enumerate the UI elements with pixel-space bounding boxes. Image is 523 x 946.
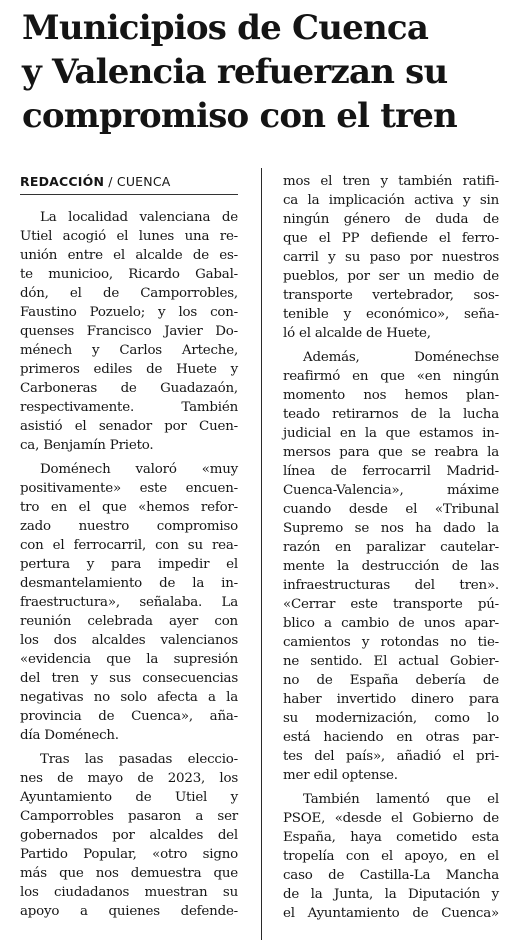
text-line: ne sentido. El actual Gobier- bbox=[283, 654, 499, 669]
text-line: Carboneras de Guadazaón, bbox=[20, 381, 238, 396]
text-line: mos el tren y también ratifi- bbox=[283, 174, 499, 189]
text-line: mersos para que se reabra la bbox=[283, 445, 499, 460]
headline-line-3: compromiso con el tren bbox=[22, 96, 457, 136]
headline bbox=[22, 6, 517, 138]
text-line: positivamente» este encuen- bbox=[20, 481, 238, 496]
byline bbox=[20, 172, 238, 195]
text-line: Además, Doménechse bbox=[303, 350, 499, 365]
text-line: del tren y sus consecuencias bbox=[20, 671, 238, 686]
paragraph bbox=[283, 348, 499, 785]
text-line: nes de mayo de 2023, los bbox=[20, 771, 238, 786]
text-line: La localidad valenciana de bbox=[40, 210, 238, 225]
text-line: ló el alcalde de Huete, bbox=[283, 326, 431, 341]
text-line: gobernados por alcaldes del bbox=[20, 828, 238, 843]
text-line: provincia de Cuenca», aña- bbox=[20, 709, 238, 724]
text-line: más que nos demuestra que bbox=[20, 866, 238, 881]
text-line: de la Junta, la Diputación y bbox=[283, 887, 499, 902]
text-line: haber invertido dinero para bbox=[283, 692, 499, 707]
text-line: unión entre el alcalde de es- bbox=[20, 248, 238, 263]
text-line: asistió el senador por Cuen- bbox=[20, 419, 238, 434]
headline-line-2: y Valencia refuerzan su bbox=[22, 52, 448, 92]
text-line: transporte vertebrador, sos- bbox=[283, 288, 499, 303]
text-line: no de España debería de bbox=[283, 673, 499, 688]
text-line: caso de Castilla-La Mancha bbox=[283, 868, 499, 883]
text-line: fraestructura», señalaba. La bbox=[20, 595, 238, 610]
text-line: blico a cambio de unos apar- bbox=[283, 616, 499, 631]
text-line: «evidencia que la supresión bbox=[20, 652, 238, 667]
text-line: Utiel acogió el lunes una re- bbox=[20, 229, 238, 244]
byline-author: REDACCIÓN bbox=[20, 174, 105, 189]
text-line: Camporrobles pasaron a ser bbox=[20, 809, 238, 824]
text-line: tenible y económico», seña- bbox=[283, 307, 499, 322]
text-line: judicial en la que estamos in- bbox=[283, 426, 499, 441]
paragraph bbox=[20, 750, 238, 921]
text-line: Cuenca-Valencia», máxime bbox=[283, 483, 499, 498]
text-line: razón en paralizar cautelar- bbox=[283, 540, 499, 555]
text-line: teado retirarnos de la lucha bbox=[283, 407, 499, 422]
text-line: Tras las pasadas eleccio- bbox=[40, 752, 238, 767]
text-line: ménech y Carlos Arteche, bbox=[20, 343, 238, 358]
text-line: dón, el de Camporrobles, bbox=[20, 286, 238, 301]
text-line: el Ayuntamiento de Cuenca» bbox=[283, 906, 499, 921]
text-line: tes del país», añadió el pri- bbox=[283, 749, 499, 764]
text-line: Doménech valoró «muy bbox=[40, 462, 238, 477]
text-line: te municioo, Ricardo Gabal- bbox=[20, 267, 238, 282]
paragraph-continued bbox=[283, 172, 499, 343]
text-line: los dos alcaldes valencianos bbox=[20, 633, 238, 648]
text-line: PSOE, «desde el Gobierno de bbox=[283, 811, 499, 826]
text-line: camientos y rotondas no tie- bbox=[283, 635, 499, 650]
text-line: ca, Benjamín Prieto. bbox=[20, 438, 154, 453]
text-line: su modernización, como lo bbox=[283, 711, 499, 726]
text-line: primeros ediles de Huete y bbox=[20, 362, 238, 377]
text-line: Faustino Pozuelo; y los con- bbox=[20, 305, 238, 320]
paragraph bbox=[20, 460, 238, 745]
text-line: apoyo a quienes defende- bbox=[20, 904, 238, 919]
text-line: zado nuestro compromiso bbox=[20, 519, 238, 534]
text-line: negativas no solo afecta a la bbox=[20, 690, 238, 705]
left-column bbox=[20, 172, 238, 926]
text-line: ningún género de duda de bbox=[283, 212, 499, 227]
text-line: reafirmó en que «en ningún bbox=[283, 369, 499, 384]
text-line: infraestructuras del tren». bbox=[283, 578, 499, 593]
text-line: desmantelamiento de la in- bbox=[20, 576, 238, 591]
text-line: quenses Francisco Javier Do- bbox=[20, 324, 238, 339]
text-line: línea de ferrocarril Madrid- bbox=[283, 464, 499, 479]
paragraph bbox=[20, 208, 238, 455]
text-line: con el ferrocarril, con su rea- bbox=[20, 538, 238, 553]
text-line: mer edil optense. bbox=[283, 768, 398, 783]
right-column bbox=[283, 172, 499, 928]
text-line: tro en el que «hemos refor- bbox=[20, 500, 238, 515]
text-line: que el PP defiende el ferro- bbox=[283, 231, 499, 246]
text-line: los ciudadanos muestran su bbox=[20, 885, 238, 900]
text-line: día Doménech. bbox=[20, 728, 119, 743]
text-line: tropelía con el apoyo, en el bbox=[283, 849, 499, 864]
byline-separator: / bbox=[108, 174, 113, 189]
text-line: está haciendo en otras par- bbox=[283, 730, 499, 745]
text-line: ca la implicación activa y sin bbox=[283, 193, 499, 208]
text-line: También lamentó que el bbox=[303, 792, 499, 807]
text-line: carril y su paso por nuestros bbox=[283, 250, 499, 265]
text-line: Partido Popular, «otro signo bbox=[20, 847, 238, 862]
text-line: pertura y para impedir el bbox=[20, 557, 238, 572]
text-line: pueblos, por ser un medio de bbox=[283, 269, 499, 284]
paragraph bbox=[283, 790, 499, 923]
text-line: reunión celebrada ayer con bbox=[20, 614, 238, 629]
text-line: respectivamente. También bbox=[20, 400, 238, 415]
text-line: España, haya cometido esta bbox=[283, 830, 499, 845]
column-divider bbox=[261, 168, 262, 940]
text-line: Ayuntamiento de Utiel y bbox=[20, 790, 238, 805]
text-line: mente la destrucción de las bbox=[283, 559, 499, 574]
headline-line-1: Municipios de Cuenca bbox=[22, 8, 429, 48]
text-line: «Cerrar este transporte pú- bbox=[283, 597, 499, 612]
byline-location: CUENCA bbox=[116, 174, 171, 189]
text-line: momento nos hemos plan- bbox=[283, 388, 499, 403]
text-line: Supremo se nos ha dado la bbox=[283, 521, 499, 536]
text-line: cuando desde el «Tribunal bbox=[283, 502, 499, 517]
